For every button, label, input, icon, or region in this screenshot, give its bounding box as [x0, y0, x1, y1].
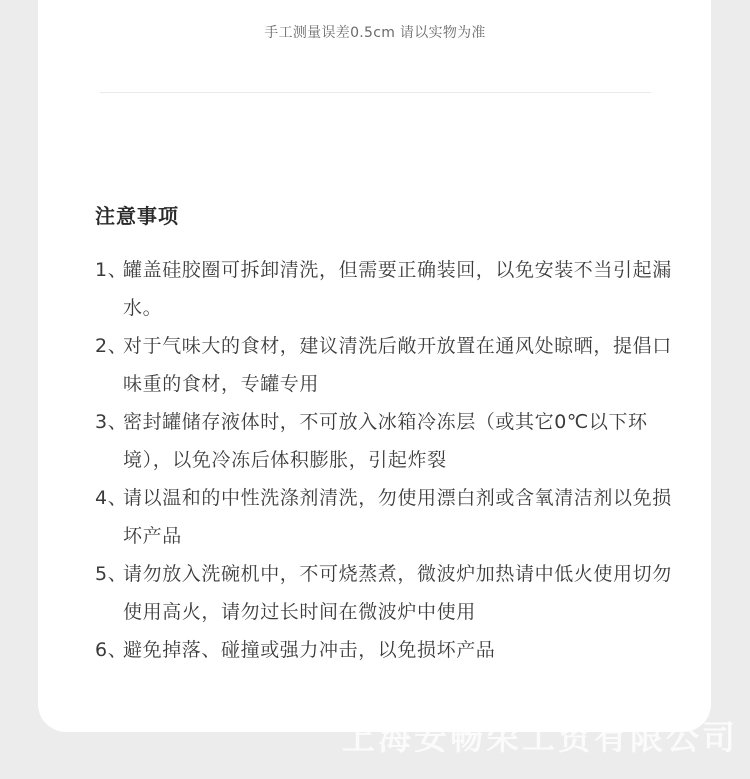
precautions-list: [95, 251, 685, 669]
item-number: 5、: [95, 563, 128, 585]
item-text: 请勿放入洗碗机中，不可烧蒸煮，微波炉加热请中低火使用切勿使用高火，请勿过长时间在微波炉中使用: [123, 563, 672, 623]
list-item: [95, 555, 685, 631]
list-item: [95, 631, 685, 669]
company-watermark: 上海安畅荣工贸有限公司: [342, 718, 738, 757]
item-number: 6、: [95, 639, 128, 661]
item-text: 密封罐储存液体时，不可放入冰箱冷冻层（或其它0℃以下环境），以免冷冻后体积膨胀，引起炸裂: [123, 411, 648, 471]
list-item: [95, 327, 685, 403]
list-item: [95, 251, 685, 327]
list-item: [95, 479, 685, 555]
item-number: 3、: [95, 411, 128, 433]
item-text: 请以温和的中性洗涤剂清洗，勿使用漂白剂或含氧清洁剂以免损坏产品: [123, 487, 672, 547]
item-text: 避免掉落、碰撞或强力冲击，以免损坏产品: [123, 639, 496, 661]
item-number: 4、: [95, 487, 128, 509]
item-number: 2、: [95, 335, 128, 357]
measurement-note: 手工测量误差0.5cm 请以实物为准: [264, 25, 486, 41]
divider: [100, 92, 651, 93]
list-item: [95, 403, 685, 479]
item-text: 罐盖硅胶圈可拆卸清洗，但需要正确装回，以免安装不当引起漏水。: [123, 259, 672, 319]
section-title: 注意事项: [95, 204, 179, 228]
item-number: 1、: [95, 259, 128, 281]
item-text: 对于气味大的食材，建议清洗后敞开放置在通风处晾晒，提倡口味重的食材，专罐专用: [123, 335, 672, 395]
